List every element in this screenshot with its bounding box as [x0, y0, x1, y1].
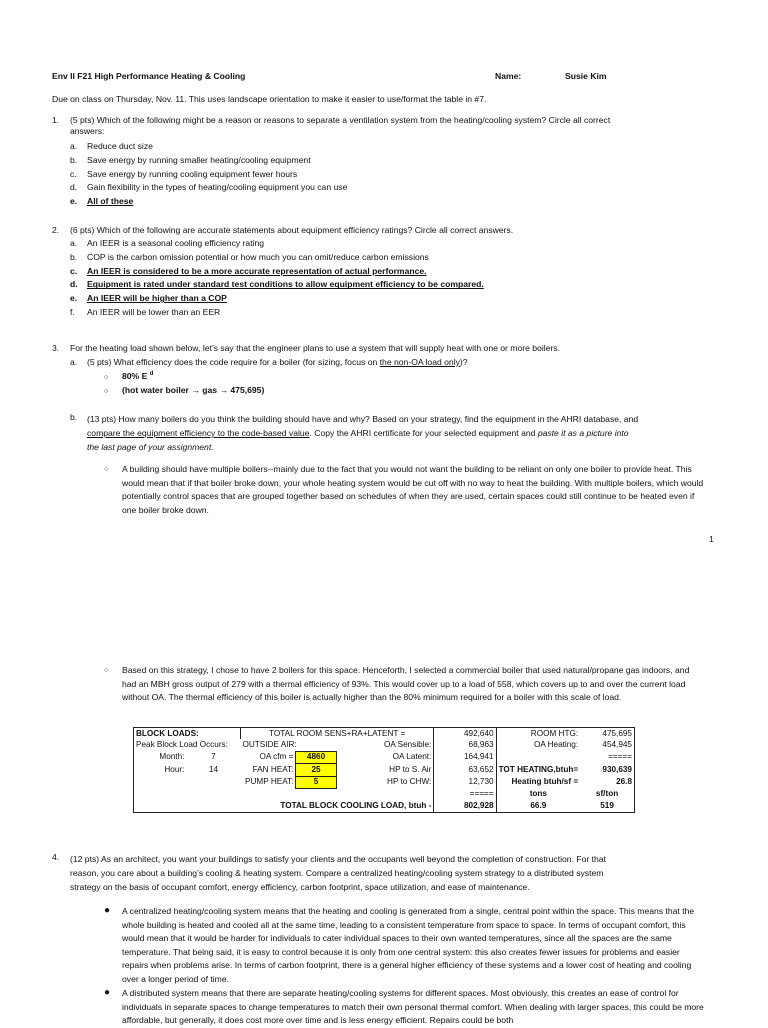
- pump-heat-value: 5: [296, 776, 336, 788]
- q3a-answer-2: (hot water boiler → gas → 475,695): [122, 385, 265, 395]
- option-text: An IEER is a seasonal cooling efficiency rating: [87, 238, 265, 248]
- q4-number: 4.: [52, 852, 60, 862]
- q3a-answer-1: [122, 371, 153, 382]
- q4-prompt: [70, 852, 720, 894]
- q1-prompt: [70, 115, 708, 137]
- q4-answer-distributed: A distributed system means that there are separate heating/cooling systems for different spaces. Most obviously, this creates an ease of control for individuals in separate spaces to change temperatures to match their own personal thermal comfort. When dealing with larger spaces, this could be more affordable, but generally, it does cost more over time and is less energy efficient. Repairs could be both: [122, 988, 704, 1026]
- tons-label: tons: [496, 788, 580, 800]
- total-room-label: TOTAL ROOM SENS+RA+LATENT =: [241, 728, 434, 740]
- oa-latent-label: OA Latent:: [392, 752, 432, 762]
- heating-sf-label: Heating btuh/sf =: [496, 776, 580, 788]
- outside-air-label: OUTSIDE AIR:: [242, 740, 297, 750]
- q4-line1: (12 pts) As an architect, you want your buildings to satisfy your clients and the occupants well beyond the completion of construction. For that: [70, 854, 606, 864]
- sfton-value: 519: [580, 800, 634, 812]
- q2-option-selected: [70, 266, 484, 280]
- q3-intro: For the heating load shown below, let’s say that the engineer plans to use a system that will supply heat with one or more boilers.: [70, 343, 560, 353]
- sfton-label: sf/ton: [580, 788, 634, 800]
- month-label: Month:: [134, 751, 187, 763]
- total-cooling-label: TOTAL BLOCK COOLING LOAD, btuh -: [186, 800, 433, 812]
- q4-line3: strategy on the basis of occupant comfort, energy efficiency, carbon footprint, space utilization, and ease of maintenance.: [70, 882, 530, 892]
- table-value: 164,941: [434, 751, 496, 763]
- option-letter: c.: [70, 168, 77, 179]
- oa-heating-value: 454,945: [580, 739, 634, 751]
- table-value: 68,963: [434, 739, 496, 751]
- q1-prompt-line1: (5 pts) Which of the following might be a reason or reasons to separate a ventilation system from the heating/cooling system? Circle all correct: [70, 115, 611, 125]
- option-letter: f.: [70, 306, 75, 317]
- q1-number: 1.: [52, 115, 60, 125]
- q3b-line1: (13 pts) How many boilers do you think the building should have and why? Based on your strategy, find the equipment in the AHRI database, and: [87, 414, 639, 424]
- q3a-prompt: [87, 357, 468, 368]
- option-letter: b.: [70, 154, 78, 165]
- q3a-prompt-text: (5 pts) What efficiency does the code require for a boiler (for sizing, focus on: [87, 357, 380, 367]
- block-loads-table: [133, 727, 635, 813]
- option-letter: c.: [70, 265, 78, 276]
- q2-option: [70, 252, 484, 266]
- q3b-answer-2: Based on this strategy, I chose to have 2 boilers for this space. Henceforth, I selected a commercial boiler that used natural/propane gas indoors, and had an MBH gross output of 279 with a thermal efficiency of 93%. This would cover up to a load of 558, which covers up to and over the current load without OA. The thermal efficiency of this boiler is actually higher than the 80% minimum required for a boiler with this scale of load.: [122, 665, 690, 703]
- name-label: Name:: [495, 71, 522, 81]
- month-value: 7: [211, 752, 216, 762]
- eq-separator: =====: [434, 788, 496, 800]
- q3b-prompt: [87, 412, 717, 454]
- pump-heat-label: PUMP HEAT:: [245, 777, 294, 787]
- circle-bullet-icon: ○: [104, 466, 109, 473]
- q1-option: [70, 169, 347, 183]
- q2-number: 2.: [52, 225, 60, 235]
- q2-prompt: (6 pts) Which of the following are accurate statements about equipment efficiency ratings? Circle all correct answers.: [70, 225, 514, 235]
- q3b-text: . Copy the AHRI certificate for your selected equipment and: [309, 428, 538, 438]
- option-letter: b.: [70, 251, 78, 262]
- oa-heating-label: OA Heating:: [496, 739, 580, 751]
- hp-s-air-label: HP to S. Air: [389, 764, 432, 774]
- oa-cfm-value: 4860: [296, 751, 336, 763]
- q3b-answer-1: A building should have multiple boilers--mainly due to the fact that you would not want the building to be reliant on only one boiler to provide heat. This would mean that if that boiler broke down, your whole heating system would be cut off with no way to heat the building. With multiple boilers, which would potentially control spaces that are grouped together based on schedules of when they are used, certain spaces could still continue to be heated even if one boiler broke down.: [122, 464, 704, 515]
- q1-option-selected: [70, 196, 347, 210]
- heating-sf-value: 26.8: [580, 776, 634, 788]
- q4-answer-centralized: A centralized heating/cooling system means that the heating and cooling is generated from a single, central point within the space. This means that the whole building is heated and cooled all at the same time, leading to a consistent temperature from space to space. In terms of occupant comfort, this would mean that it would be harder for individuals to cater individual spaces to their own wanted temperatures, since all the spaces are the same temperature. That being said, it is easy to control because it is only from one central system: this also creates fewer issues for problems and easier repairs when problems arise. In terms of carbon footprint, there is a general higher efficiency of these systems and a lower cost of heating and cooling over a longer period of time.: [122, 906, 695, 984]
- q2-option-selected: [70, 293, 484, 307]
- course-title: Env II F21 High Performance Heating & Cooling: [52, 71, 246, 81]
- table-value: 63,652: [434, 764, 496, 776]
- q4-line2: reason, you care about a building’s cooling & heating system. Compare a centralized heating/cooling system strategy to a distributed system: [70, 868, 604, 878]
- q3b-underlined: compare the equipment efficiency to the code-based value: [87, 428, 310, 438]
- table-value: 492,640: [434, 728, 496, 740]
- option-text: Reduce duct size: [87, 141, 153, 151]
- peak-occurs-label: Peak Block Load Occurs:: [134, 739, 241, 751]
- option-text: An IEER is considered to be a more accurate representation of actual performance.: [87, 265, 427, 276]
- table-value: 12,730: [434, 776, 496, 788]
- q3a-prompt-end: )?: [459, 357, 468, 367]
- q3b-line3: the last page of your assignment.: [87, 442, 214, 452]
- circle-bullet-icon: ○: [104, 374, 109, 381]
- oa-sensible-label: OA Sensible:: [384, 740, 432, 750]
- option-letter: e.: [70, 196, 78, 207]
- block-loads-label: BLOCK LOADS:: [134, 728, 241, 740]
- option-text: Equipment is rated under standard test conditions to allow equipment efficiency to be compared.: [87, 279, 484, 290]
- hp-chw-label: HP to CHW:: [387, 777, 432, 787]
- disc-bullet-icon: ●: [104, 905, 111, 916]
- option-text: Save energy by running cooling equipment fewer hours: [87, 168, 298, 179]
- tot-heating-value: 930,639: [580, 764, 634, 776]
- q1-option: [70, 155, 347, 169]
- eq-separator: =====: [580, 751, 634, 763]
- option-text: An IEER will be higher than a COP: [87, 293, 227, 304]
- tot-heating-label: TOT HEATING,btuh=: [496, 764, 580, 776]
- page-number: 1: [709, 534, 714, 544]
- q2-options: [70, 238, 484, 321]
- option-letter: d.: [70, 279, 78, 290]
- q2-option: [70, 307, 484, 321]
- option-text: COP is the carbon omission potential or how much you can omit/reduce carbon emissions: [87, 251, 429, 262]
- answer-text: 80% E: [122, 371, 148, 381]
- option-letter: e.: [70, 293, 78, 304]
- q3a-prompt-underlined: the non-OA load only: [379, 357, 460, 367]
- q3b-italic: paste it as a picture into: [537, 428, 629, 438]
- circle-bullet-icon: ○: [104, 388, 109, 395]
- option-text: Save energy by running smaller heating/cooling equipment: [87, 154, 311, 165]
- fan-heat-value: 25: [296, 764, 336, 776]
- disc-bullet-icon: ●: [104, 987, 111, 998]
- q2-option-selected: [70, 279, 484, 293]
- tons-value: 66.9: [496, 800, 580, 812]
- option-letter: d.: [70, 182, 78, 193]
- option-letter: a.: [70, 141, 78, 151]
- circle-bullet-icon: ○: [104, 667, 109, 674]
- hour-label: Hour:: [134, 764, 187, 776]
- q1-option: [70, 182, 347, 196]
- q3b-letter: b.: [70, 412, 78, 422]
- option-text: An IEER will be lower than an EER: [87, 306, 221, 317]
- q1-options: [70, 141, 347, 210]
- student-name: Susie Kim: [565, 71, 607, 81]
- q3b-line2: [87, 426, 717, 440]
- option-letter: a.: [70, 238, 78, 248]
- oa-cfm-label: OA cfm =: [259, 752, 294, 762]
- option-text: Gain flexibility in the types of heating/cooling equipment you can use: [87, 182, 348, 193]
- option-text: All of these: [87, 196, 134, 207]
- fan-heat-label: FAN HEAT:: [252, 764, 294, 774]
- q1-prompt-line2: answers:: [70, 126, 105, 137]
- room-htg-label: ROOM HTG:: [496, 728, 580, 740]
- q2-option: [70, 238, 484, 252]
- total-cooling-value: 802,928: [434, 800, 496, 812]
- q3a-letter: a.: [70, 357, 78, 367]
- q1-option: [70, 141, 347, 155]
- q3-number: 3.: [52, 343, 60, 353]
- hour-value: 14: [208, 764, 218, 774]
- room-htg-value: 475,695: [580, 728, 634, 740]
- answer-superscript: d: [149, 371, 154, 378]
- due-note: Due on class on Thursday, Nov. 11. This uses landscape orientation to make it easier to use/format the table in #7.: [52, 94, 487, 104]
